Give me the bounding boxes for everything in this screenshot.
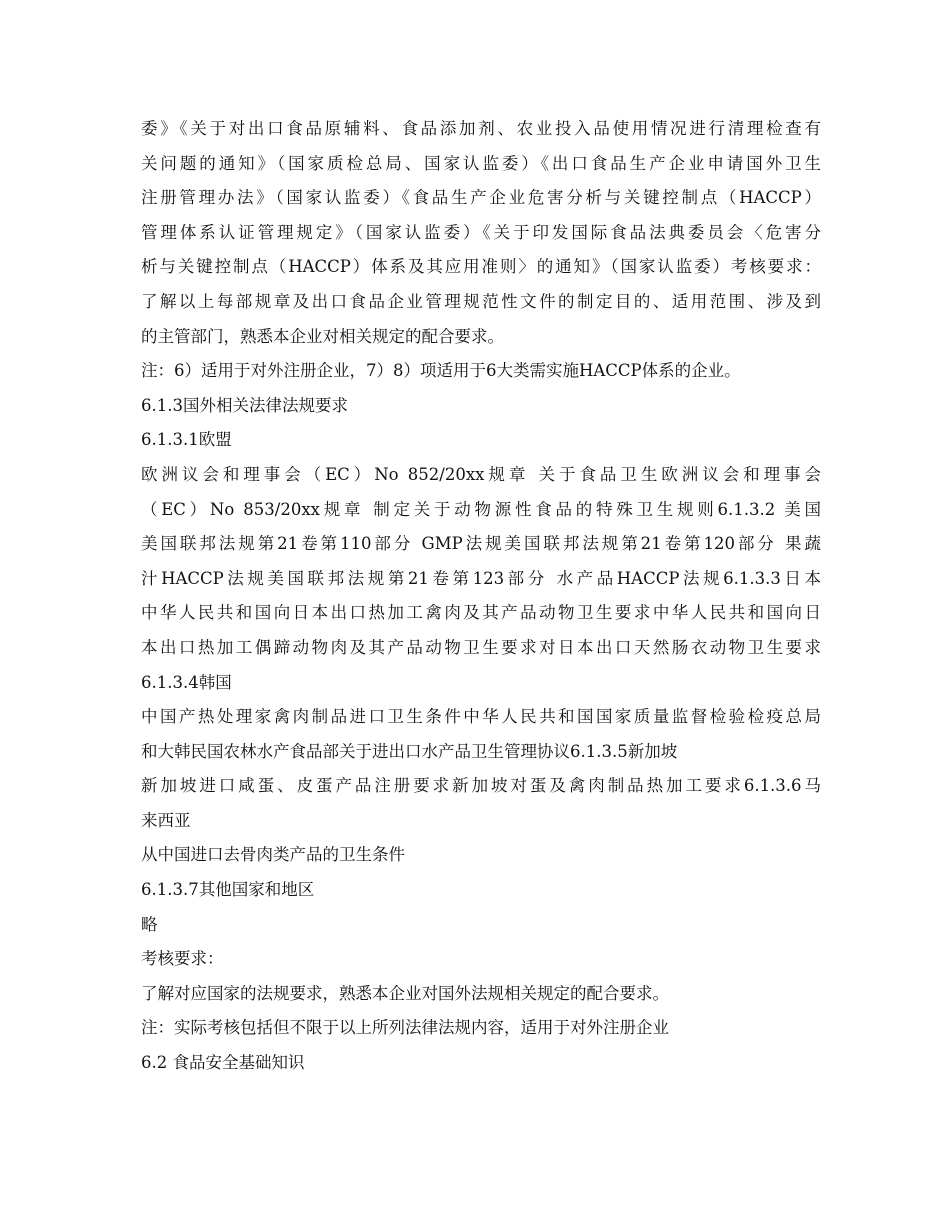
section-heading: 6.1.3.7其他国家和地区 (141, 880, 315, 900)
text-line: 本出口热加工偶蹄动物肉及其产品动物卫生要求对日本出口天然肠衣动物卫生要求 (141, 637, 821, 657)
section-heading: 6.1.3.4韩国 (141, 672, 232, 692)
text-line: 从中国进口去骨肉类产品的卫生条件 (141, 845, 405, 865)
text-line: 的主管部门，熟悉本企业对相关规定的配合要求。 (141, 326, 504, 346)
text-line: 欧洲议会和理事会（EC）No 852/20xx规章 关于食品卫生欧洲议会和理事会 (141, 464, 821, 484)
section-heading: 6.2 食品安全基础知识 (141, 1053, 305, 1073)
text-line: 注册管理办法》（国家认监委）《食品生产企业危害分析与关键控制点（HACCP） (141, 188, 821, 208)
text-line: 美国联邦法规第21卷第110部分 GMP法规美国联邦法规第21卷第120部分 果蔬 (141, 534, 821, 554)
text-line: （EC）No 853/20xx规章 制定关于动物源性食品的特殊卫生规则6.1.3.2 美国 (141, 499, 821, 519)
document-body (141, 112, 821, 1081)
text-line: 管理体系认证管理规定》（国家认监委）《关于印发国际食品法典委员会〈危害分 (141, 222, 821, 242)
text-line: 了解以上每部规章及出口食品企业管理规范性文件的制定目的、适用范围、涉及到 (141, 291, 821, 311)
text-line: 和大韩民国农林水产食品部关于进出口水产品卫生管理协议6.1.3.5新加坡 (141, 741, 678, 761)
text-line: 注：实际考核包括但不限于以上所列法律法规内容，适用于对外注册企业 (141, 1018, 669, 1038)
text-line: 了解对应国家的法规要求，熟悉本企业对国外法规相关规定的配合要求。 (141, 983, 669, 1003)
text-line: 来西亚 (141, 810, 191, 830)
text-line: 考核要求： (141, 949, 224, 969)
text-line: 委》《关于对出口食品原辅料、食品添加剂、农业投入品使用情况进行清理检查有 (141, 119, 821, 138)
text-line: 关问题的通知》（国家质检总局、国家认监委）《出口食品生产企业申请国外卫生 (141, 153, 821, 173)
text-line: 汁HACCP法规美国联邦法规第21卷第123部分 水产品HACCP法规6.1.3.3日本 (141, 568, 821, 588)
text-line: 中国产热处理家禽肉制品进口卫生条件中华人民共和国国家质量监督检验检疫总局 (141, 707, 821, 727)
section-heading: 6.1.3.1欧盟 (141, 430, 232, 450)
section-heading: 6.1.3国外相关法律法规要求 (141, 395, 348, 415)
text-line: 注：6）适用于对外注册企业，7）8）项适用于6大类需实施HACCP体系的企业。 (141, 361, 741, 381)
text-line: 析与关键控制点（HACCP）体系及其应用准则〉的通知》（国家认监委）考核要求： (141, 257, 821, 277)
text-line: 中华人民共和国向日本出口热加工禽肉及其产品动物卫生要求中华人民共和国向日 (141, 603, 821, 623)
text-line: 略 (141, 914, 158, 934)
text-line: 新加坡进口咸蛋、皮蛋产品注册要求新加坡对蛋及禽肉制品热加工要求6.1.3.6马 (141, 776, 821, 796)
